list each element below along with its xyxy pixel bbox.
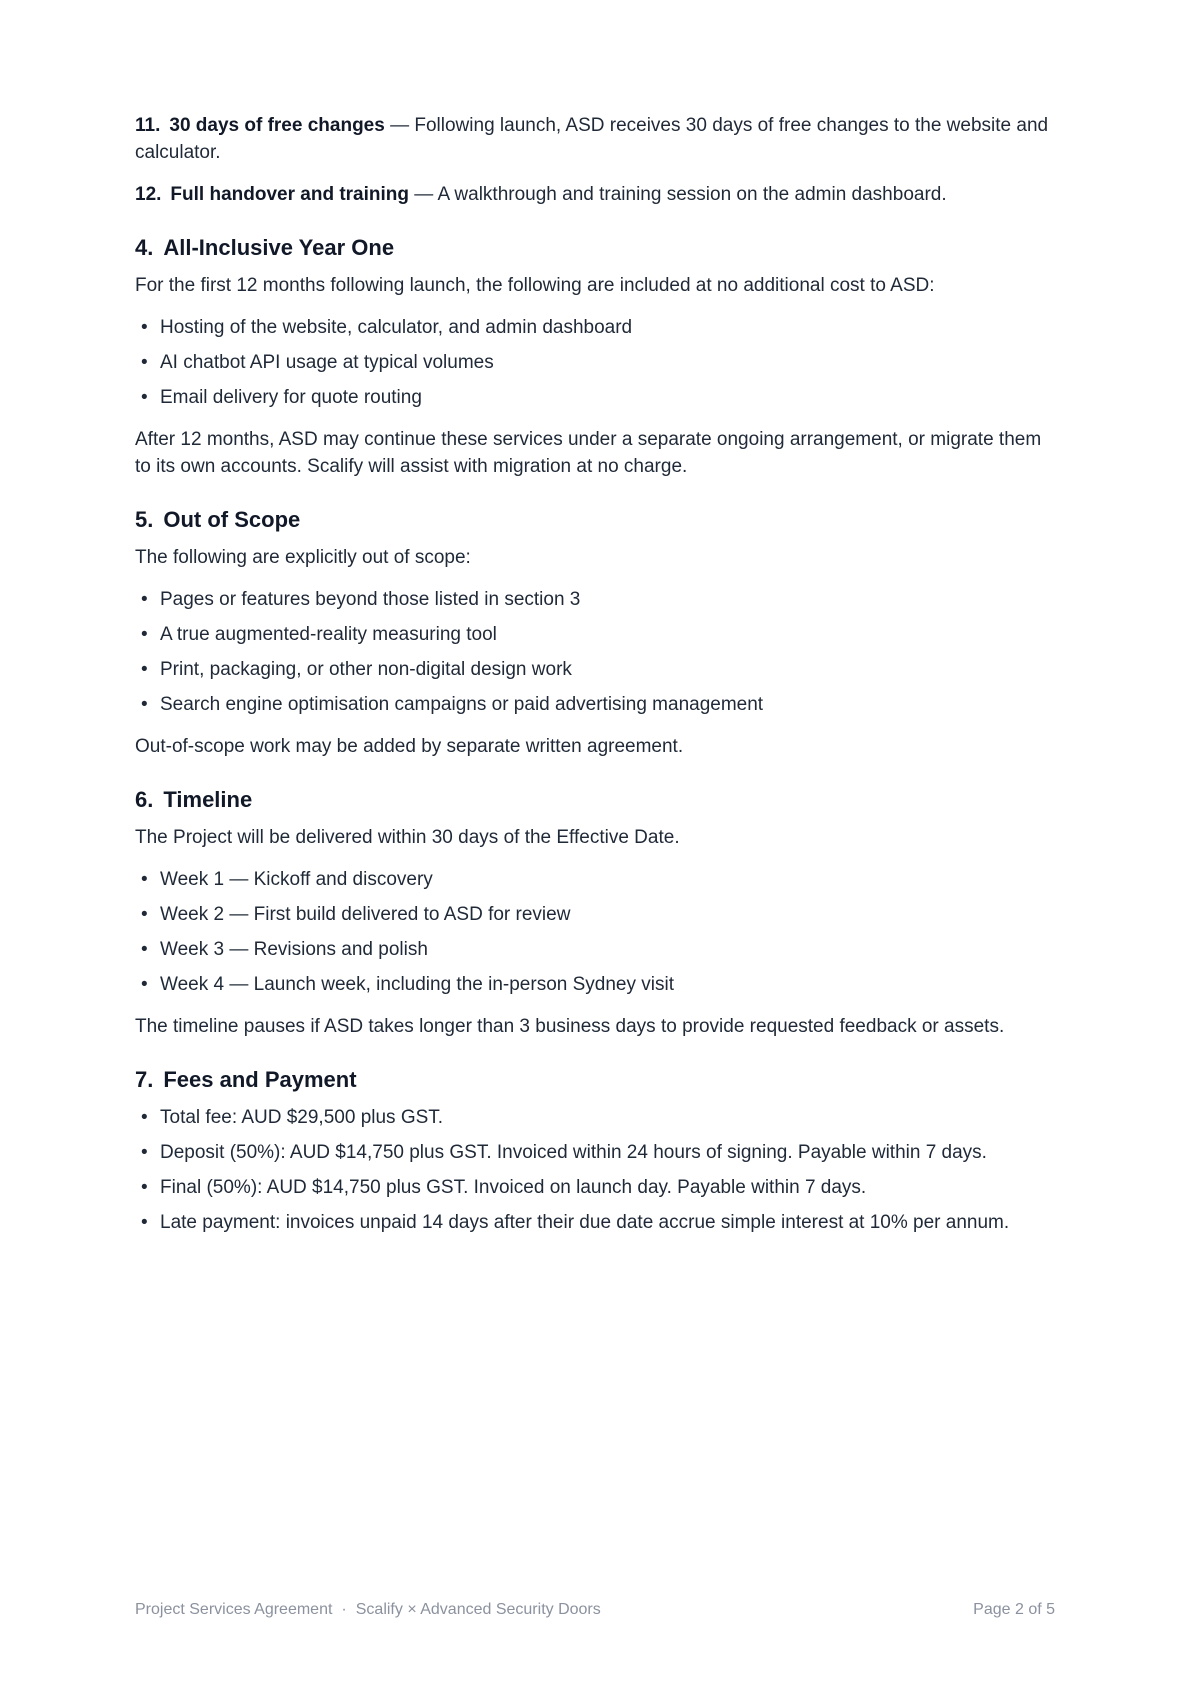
section-all-inclusive-year-one [135, 234, 1055, 480]
section-intro: For the first 12 months following launch, the following are included at no additional cost to ASD: [135, 275, 935, 296]
list-item: • Pages or features beyond those listed in section 3 [135, 586, 1055, 613]
footer-document-info [135, 1600, 601, 1620]
section-number: 5. [135, 507, 154, 532]
list-item: • Final (50%): AUD $14,750 plus GST. Invoiced on launch day. Payable within 7 days. [135, 1174, 1055, 1201]
section-title: All-Inclusive Year One [163, 235, 395, 260]
item-lead: 30 days of free changes [169, 115, 385, 136]
footer-parties: Scalify × Advanced Security Doors [355, 1601, 601, 1618]
list-item: • Deposit (50%): AUD $14,750 plus GST. Invoiced within 24 hours of signing. Payable within 7 days. [135, 1139, 1055, 1166]
section-title: Timeline [163, 787, 253, 812]
section-title: Out of Scope [163, 507, 301, 532]
list-item: • Hosting of the website, calculator, and admin dashboard [135, 314, 1055, 341]
section-intro: The following are explicitly out of scope: [135, 547, 471, 568]
section-outro: The timeline pauses if ASD takes longer than 3 business days to provide requested feedback or assets. [135, 1016, 1005, 1037]
item-text: — A walkthrough and training session on the admin dashboard. [414, 184, 947, 205]
section-heading [135, 506, 1055, 533]
bullet-list [135, 866, 1055, 998]
section-intro: The Project will be delivered within 30 days of the Effective Date. [135, 827, 680, 848]
section-heading [135, 1066, 1055, 1093]
list-item: • Week 1 — Kickoff and discovery [135, 866, 1055, 893]
list-item: • Week 2 — First build delivered to ASD for review [135, 901, 1055, 928]
list-item: • A true augmented-reality measuring tool [135, 621, 1055, 648]
bullet-list [135, 314, 1055, 411]
numbered-item-12 [135, 181, 1055, 208]
item-number: 12. [135, 184, 162, 205]
section-number: 7. [135, 1067, 154, 1092]
footer-page-number: Page 2 of 5 [973, 1601, 1055, 1618]
numbered-item-11 [135, 112, 1055, 166]
list-item: • Week 4 — Launch week, including the in-person Sydney visit [135, 971, 1055, 998]
section-heading [135, 786, 1055, 813]
bullet-list [135, 586, 1055, 718]
section-heading [135, 234, 1055, 261]
section-fees-and-payment [135, 1066, 1055, 1236]
item-number: 11. [135, 115, 161, 136]
section-number: 4. [135, 235, 154, 260]
list-item: • Late payment: invoices unpaid 14 days after their due date accrue simple interest at 10% per annum. [135, 1209, 1055, 1236]
section-outro: Out-of-scope work may be added by separate written agreement. [135, 736, 684, 757]
section-number: 6. [135, 787, 154, 812]
list-item: • Print, packaging, or other non-digital design work [135, 656, 1055, 683]
section-timeline [135, 786, 1055, 1040]
list-item: • Week 3 — Revisions and polish [135, 936, 1055, 963]
section-title: Fees and Payment [163, 1067, 357, 1092]
list-item: • Email delivery for quote routing [135, 384, 1055, 411]
item-lead: Full handover and training [170, 184, 409, 205]
list-item: • Search engine optimisation campaigns or paid advertising management [135, 691, 1055, 718]
section-out-of-scope [135, 506, 1055, 760]
footer-document-title: Project Services Agreement [135, 1601, 333, 1618]
bullet-list [135, 1104, 1055, 1236]
item-text: — Following launch, ASD receives 30 days of free changes to the website and calculator. [135, 115, 1049, 163]
page-footer [135, 1600, 1055, 1620]
section-outro: After 12 months, ASD may continue these services under a separate ongoing arrangement, or migrate them to its own accounts. Scalify will assist with migration at no charge. [135, 429, 1042, 477]
footer-separator: · [341, 1601, 347, 1618]
list-item: • Total fee: AUD $29,500 plus GST. [135, 1104, 1055, 1131]
list-item: • AI chatbot API usage at typical volumes [135, 349, 1055, 376]
